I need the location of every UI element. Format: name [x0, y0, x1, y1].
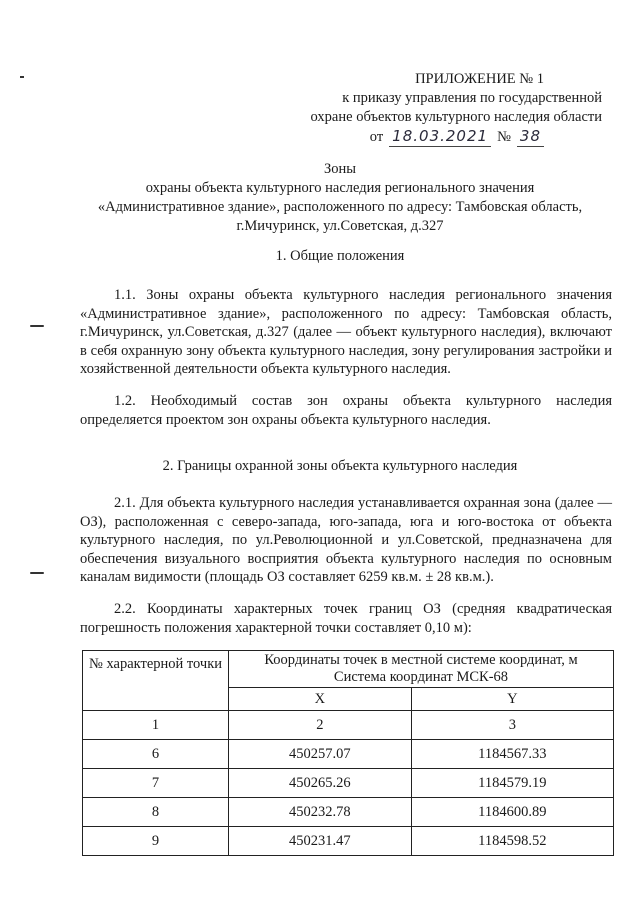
coordinates-header-line: Координаты точек в местной системе координат, м: [264, 652, 578, 668]
table-cell: 450265.26: [229, 769, 412, 798]
table-row: [83, 740, 614, 769]
section-heading: 2. Границы охранной зоны объекта культурного наследия: [162, 458, 518, 474]
paragraph-text: 2.1. Для объекта культурного наследия устанавливается охранная зона (далее — ОЗ), расположенная с северо-запада, юго-запада, юга и юго-востока от объекта культурного наследия, по ул.Революционной и ул.Советской, предназначена для обеспечения визуального восприятия объекта культурного наследия по основным каналам видимости (площадь ОЗ составляет 6259 кв.м. ± 28 кв.м.).: [80, 495, 612, 586]
table-cell: 2: [229, 711, 412, 740]
handwritten-date: 18.03.2021: [389, 127, 491, 147]
table-cell: 1: [83, 711, 229, 740]
table-row: [83, 827, 614, 856]
table-cell: 1184600.89: [411, 798, 613, 827]
document-title: [60, 160, 620, 236]
number-prefix: №: [497, 129, 511, 145]
coordinates-header-line: Система координат МСК-68: [333, 669, 509, 685]
margin-mark: [30, 572, 44, 574]
table-cell: 7: [83, 769, 229, 798]
table-cell: 1184579.19: [411, 769, 613, 798]
paragraph-text: 1.2. Необходимый состав зон охраны объекта культурного наследия определяется проектом зон охраны объекта культурного наследия.: [80, 393, 612, 428]
title-line: «Административное здание», расположенного по адресу: Тамбовская область,: [97, 199, 583, 215]
title-line: г.Мичуринск, ул.Советская, д.327: [236, 218, 444, 234]
table-index-row: [83, 711, 614, 740]
scan-mark: [20, 76, 24, 78]
date-prefix: от: [369, 129, 384, 145]
table-header-row: [83, 651, 614, 688]
table-row: [83, 769, 614, 798]
appendix-line: охране объектов культурного наследия области: [310, 109, 602, 125]
table-cell: 1184567.33: [411, 740, 613, 769]
title-line: Зоны: [323, 161, 357, 177]
appendix-title: ПРИЛОЖЕНИЕ № 1: [415, 71, 544, 87]
table-cell: 450232.78: [229, 798, 412, 827]
table-row: [83, 798, 614, 827]
coordinates-header: [229, 651, 614, 688]
point-number-header: № характерной точки: [83, 651, 229, 711]
table-cell: 6: [83, 740, 229, 769]
handwritten-number: 38: [517, 127, 544, 147]
appendix-date-line: [272, 127, 602, 147]
table-cell: 9: [83, 827, 229, 856]
table-cell: 450231.47: [229, 827, 412, 856]
paragraph: [80, 600, 612, 637]
y-header: Y: [411, 688, 613, 711]
title-line: охраны объекта культурного наследия регионального значения: [145, 180, 535, 196]
paragraph: [80, 494, 612, 587]
section-heading: 1. Общие положения: [275, 248, 405, 264]
paragraph-text: 1.1. Зоны охраны объекта культурного наследия регионального значения «Административное здание», расположенного по адресу: Тамбовская область, г.Мичуринск, ул.Советская, д.327 (далее — объект культурного наследия), включают в себя охранную зону объекта культурного наследия, зону регулирования застройки и хозяйственной деятельности объекта культурного наследия.: [80, 287, 612, 378]
appendix-line: к приказу управления по государственной: [342, 90, 602, 106]
table-cell: 450257.07: [229, 740, 412, 769]
paragraph: [80, 286, 612, 379]
appendix-header: [272, 70, 602, 147]
paragraph-text: 2.2. Координаты характерных точек границ ОЗ (средняя квадратическая погрешность положения характерной точки составляет 0,10 м):: [80, 601, 612, 636]
coordinates-table: [82, 650, 614, 856]
table-cell: 1184598.52: [411, 827, 613, 856]
margin-mark: [30, 325, 44, 327]
paragraph: [80, 392, 612, 429]
x-header: X: [229, 688, 412, 711]
table-cell: 8: [83, 798, 229, 827]
table-cell: 3: [411, 711, 613, 740]
